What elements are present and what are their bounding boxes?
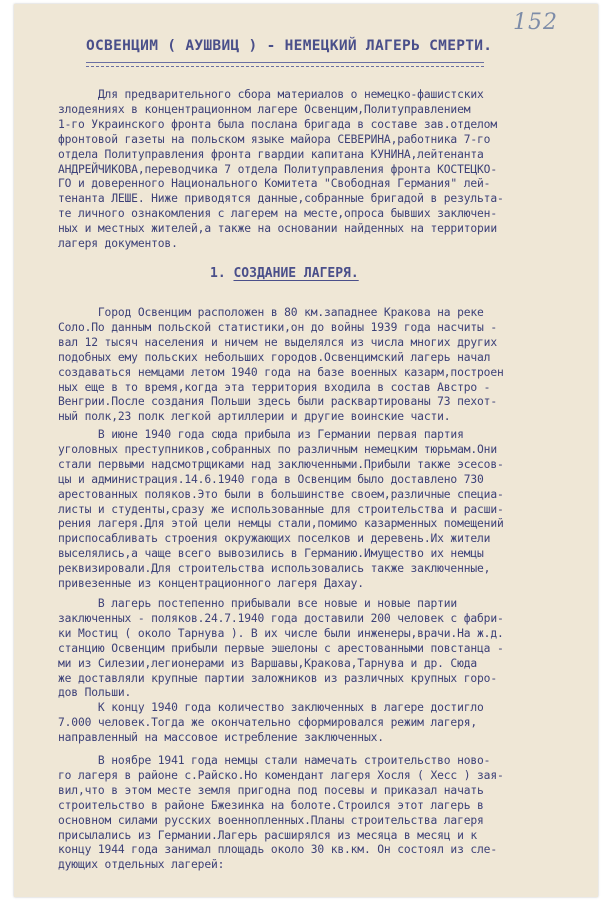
text-line: ГО и доверенного Национального Комитета "Свободная Германия" лей- — [58, 177, 491, 191]
title-underline — [86, 62, 484, 63]
paragraph-end-1940 — [58, 701, 598, 746]
page-number: 152 — [513, 10, 558, 35]
section-number: 1. — [210, 266, 226, 281]
text-line: приспосабливать строения окружающих поселков и деревень.Их жители — [58, 532, 491, 546]
text-line: ных и местных жителей,а также на основании найденных на территории — [58, 222, 497, 236]
document-page — [14, 4, 598, 897]
text-line: подобных ему польских небольших городов.Освенцимский лагерь начал — [58, 350, 491, 364]
text-line: Город Освенцим расположен в 80 км.западнее Кракова на реке — [58, 306, 484, 319]
text-line: привезенные из концентрационного лагеря Дахау. — [58, 577, 364, 591]
text-line: вал 12 тысяч населения и ничем не выделялся из числа многих других — [58, 335, 497, 349]
document-title: ОСВЕНЦИМ ( АУШВИЦ ) - НЕМЕЦКИЙ ЛАГЕРЬ СМЕРТИ. — [86, 38, 493, 54]
text-line: ный полк,23 полк легкой артиллерии и другие воинские части. — [58, 410, 451, 424]
text-line: К концу 1940 года количество заключенных в лагере достигло — [58, 701, 484, 714]
text-line: заключенных - поляков.24.7.1940 года доставили 200 человек с фабри- — [58, 611, 504, 625]
section-title: СОЗДАНИЕ ЛАГЕРЯ. — [233, 266, 359, 281]
text-line: лагеря документов. — [58, 237, 178, 251]
text-line: присылались из Германии.Лагерь расширялся из месяца в месяц и к — [58, 828, 478, 842]
text-line: строительство в районе Бжезинка на болоте.Строился этот лагерь в — [58, 798, 484, 812]
paragraph-new-arrivals — [58, 597, 598, 701]
text-line: В июне 1940 года сюда прибыла из Германии первая партия — [58, 428, 464, 441]
paragraph-november-1941 — [58, 754, 598, 873]
text-line: концу 1944 года занимал площадь около 30 кв.км. Он состоял из сле- — [58, 843, 497, 857]
text-line: АНДРЕЙЧИКОВА,переводчика 7 отдела Политуправления фронта КОСТЕЦКО- — [58, 162, 497, 176]
text-line: направленный на массовое истребление заключенных. — [58, 730, 384, 744]
text-line: ки Мостиц ( около Тарнува ). В их числе были инженеры,врачи.На ж.д. — [58, 626, 504, 640]
paragraph-intro — [58, 88, 598, 252]
text-line: стали первыми надсмотрщиками над заключенными.Прибыли также эсесов- — [58, 457, 504, 471]
text-line: ми из Силезии,легионерами из Варшавы,Кракова,Тарнува и др. Сюда — [58, 656, 478, 670]
text-line: фронтовой газеты на польском языке майора СЕВЕРИНА,работника 7-го — [58, 132, 491, 146]
text-line: Венгрии.После создания Польши здесь были расквартированы 73 пехот- — [58, 395, 497, 409]
text-line: В лагерь постепенно прибывали все новые и новые партии — [58, 597, 458, 610]
text-line: дующих отдельных лагерей: — [58, 858, 225, 872]
text-line: злодеяниях в концентрационном лагере Освенцим,Политуправлением — [58, 102, 471, 116]
text-line: ных еще в то время,когда эта территория входила в состав Австро - — [58, 380, 491, 394]
text-line: создаваться немцами летом 1940 года на базе военных казарм,построен — [58, 365, 504, 379]
text-line: реквизировали.Для строительства использовались также заключенные, — [58, 562, 491, 576]
text-line: листы и студенты,сразу же использованные для строительства и расши- — [58, 502, 504, 516]
text-line: цы и администрация.14.6.1940 года в Освенцим было доставлено 730 — [58, 472, 484, 486]
text-line: же доставляли крупные партии заложников из различных крупных горо- — [58, 671, 497, 685]
text-line: основном силами русских военнопленных.Планы строительства лагеря — [58, 813, 484, 827]
text-line: 7.000 человек.Тогда же окончательно сформировался режим лагеря, — [58, 715, 478, 729]
paragraph-june-1940 — [58, 428, 598, 592]
text-line: тенанта ЛЕШЕ. Ниже приводятся данные,собранные бригадой в результа- — [58, 192, 504, 206]
text-line: те личного ознакомления с лагерем на месте,опроса бывших заключен- — [58, 207, 497, 221]
text-line: арестованных поляков.Это были в большинстве своем,различные специа- — [58, 487, 504, 501]
text-line: рения лагеря.Для этой цели немцы стали,помимо казарменных помещений — [58, 517, 504, 531]
text-line: дов Польши. — [58, 686, 132, 700]
section-heading — [210, 266, 359, 281]
text-line: отдела Политуправления фронта гвардии капитана КУНИНА,лейтенанта — [58, 147, 484, 161]
text-line: В ноябре 1941 года немцы стали намечать строительство ново- — [58, 754, 491, 767]
text-line: Соло.По данным польской статистики,он до войны 1939 года насчиты - — [58, 320, 497, 334]
text-line: вил,что в этом месте земля пригодна под посевы и приказал начать — [58, 783, 484, 797]
text-line: Для предварительного сбора материалов о немецко-фашистских — [58, 88, 484, 101]
text-line: го лагеря в районе с.Райско.Но комендант лагеря Хосля ( Хесс ) зая- — [58, 768, 504, 782]
title-double-underline — [86, 66, 484, 67]
text-line: 1-го Украинского фронта была послана бригада в составе зав.отделом — [58, 117, 497, 131]
paragraph-city — [58, 306, 598, 425]
text-line: станцию Освенцим прибыли первые эшелоны с арестованными повстанца - — [58, 641, 504, 655]
text-line: выселялись,а чаще всего вывозились в Германию.Имущество их немцы — [58, 547, 484, 561]
text-line: уголовных преступников,собранных по различным немецким тюрьмам.Они — [58, 442, 497, 456]
